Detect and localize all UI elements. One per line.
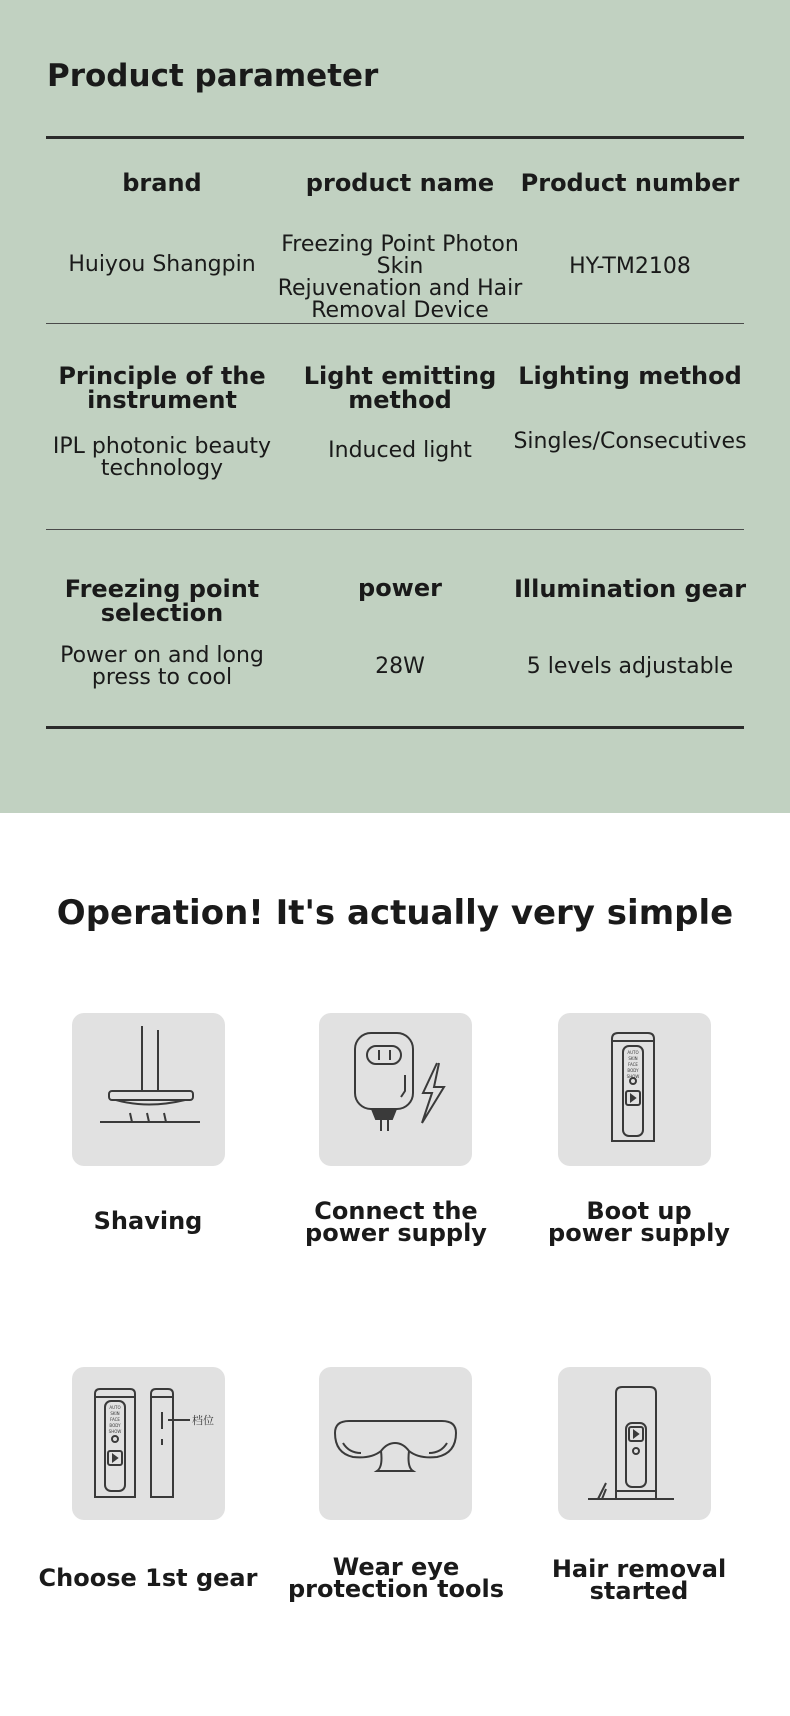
device-label-body: BODY <box>627 1068 639 1073</box>
device-label-auto: AUTO <box>109 1405 121 1410</box>
step-label-choose-gear: Choose 1st gear <box>38 1564 258 1592</box>
device-label-auto: AUTO <box>627 1050 639 1055</box>
param-value-lighting-method: Singles/Consecutives <box>513 429 747 454</box>
step-label-eye-protection: Wear eye protection tools <box>287 1553 505 1603</box>
step-card-shaving <box>72 1013 225 1166</box>
param-value-light-emitting: Induced light <box>328 438 472 463</box>
goggles-icon <box>319 1367 472 1520</box>
step-card-hair-removal <box>558 1367 711 1520</box>
step-label-connect-power: Connect the power supply <box>305 1197 487 1247</box>
param-value-principle: IPL photonic beauty technology <box>52 434 272 481</box>
row-divider <box>46 529 744 530</box>
gear-callout-label: 档位 <box>192 1414 214 1427</box>
hair-removal-device-icon <box>558 1367 711 1520</box>
step-card-choose-gear <box>72 1367 225 1520</box>
section-title: Product parameter <box>47 58 379 94</box>
operation-title: Operation! It's actually very simple <box>56 893 734 933</box>
device-label-show: SHOW <box>626 1074 640 1079</box>
gear-select-icon <box>72 1367 225 1520</box>
device-label-face: FACE <box>110 1417 120 1422</box>
param-label-brand: brand <box>122 169 202 197</box>
step-card-connect-power <box>319 1013 472 1166</box>
param-label-product-number: Product number <box>520 169 740 197</box>
param-value-product-number: HY-TM2108 <box>569 254 691 279</box>
device-label-skin: SKIN <box>628 1056 638 1061</box>
product-parameter-section <box>0 0 790 813</box>
power-plug-icon <box>319 1013 472 1166</box>
step-label-shaving: Shaving <box>93 1207 203 1235</box>
table-bottom-rule <box>46 726 744 729</box>
param-value-brand: Huiyou Shangpin <box>68 252 256 277</box>
step-card-boot-up <box>558 1013 711 1166</box>
device-label-face: FACE <box>628 1062 638 1067</box>
param-label-lighting-method: Lighting method <box>518 362 742 390</box>
param-value-power: 28W <box>375 654 425 679</box>
table-top-rule <box>46 136 744 139</box>
step-label-hair-removal: Hair removal started <box>551 1555 727 1605</box>
param-label-freezing-point: Freezing point selection <box>64 575 260 627</box>
param-label-light-emitting: Light emitting method <box>303 362 497 414</box>
param-label-product-name: product name <box>305 169 495 197</box>
param-label-principle: Principle of the instrument <box>58 362 266 414</box>
param-value-product-name: Freezing Point Photon Skin Rejuvenation and Hair Removal Device <box>277 232 523 323</box>
param-value-freezing-point: Power on and long press to cool <box>60 643 264 690</box>
device-label-body: BODY <box>109 1423 121 1428</box>
param-label-illumination-gear: Illumination gear <box>513 575 747 603</box>
param-label-power: power <box>358 574 442 602</box>
step-label-boot-up: Boot up power supply <box>548 1197 730 1247</box>
razor-icon <box>72 1013 225 1166</box>
row-divider <box>46 323 744 324</box>
device-icon <box>558 1013 711 1166</box>
param-value-illumination-gear: 5 levels adjustable <box>526 654 734 679</box>
step-card-eye-protection <box>319 1367 472 1520</box>
device-label-show: SHOW <box>108 1429 122 1434</box>
device-label-skin: SKIN <box>110 1411 120 1416</box>
